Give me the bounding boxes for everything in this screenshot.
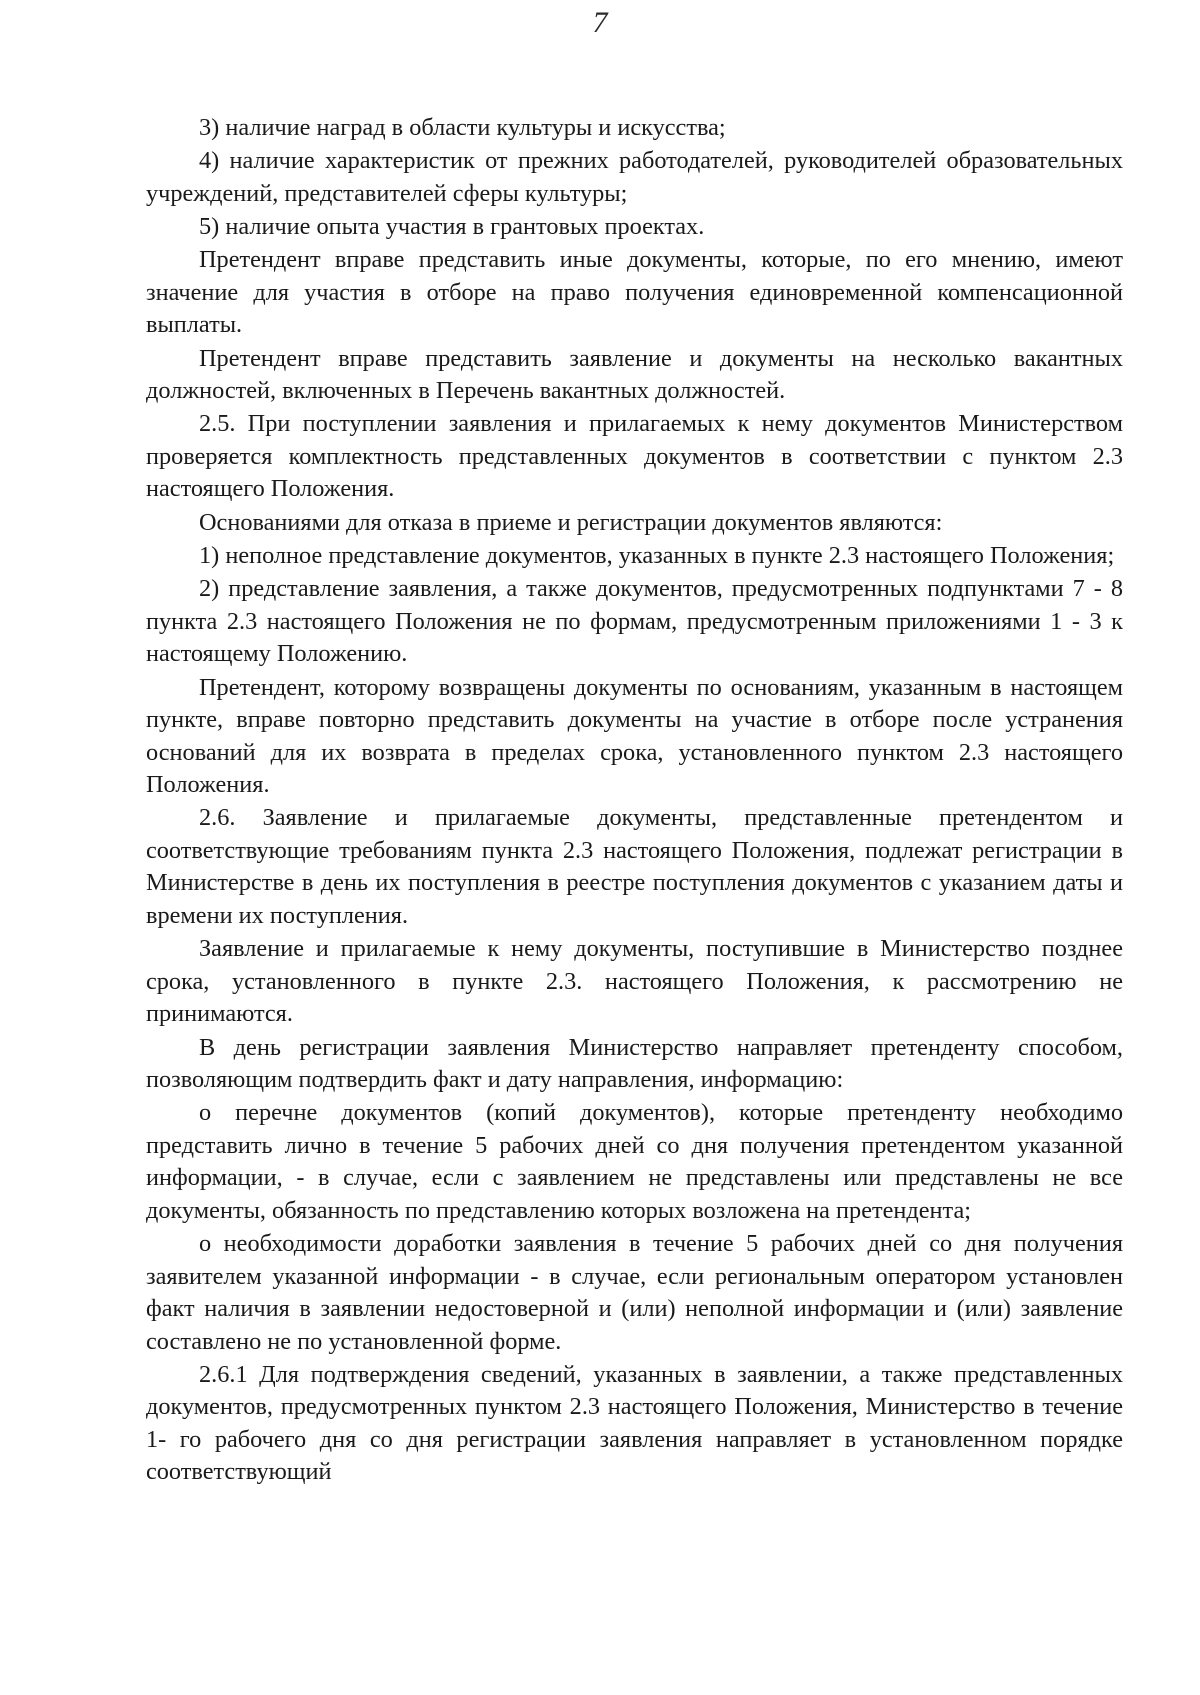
- paragraph-registration-notice: В день регистрации заявления Министерство направляет претенденту способом, позволяющим подтвердить факт и дату направления, информацию:: [146, 1033, 1123, 1094]
- paragraph-wrong-forms: 2) представление заявления, а также документов, предусмотренных подпунктами 7 - 8 пункта 2.3 настоящего Положения не по формам, предусмотренным приложениями 1 - 3 к настоящему Положению.: [146, 575, 1123, 668]
- paragraph-section-2-6: 2.6. Заявление и прилагаемые документы, представленные претендентом и соответствующие требованиям пункта 2.3 настоящего Положения, подлежат регистрации в Министерстве в день их поступления в реестре поступления документов с указанием даты и времени их поступления.: [146, 804, 1123, 929]
- paragraph-document-list-notice: о перечне документов (копий документов), которые претенденту необходимо представить лично в течение 5 рабочих дней со дня получения претендентом указанной информации, - в случае, если с заявлением не представлены или представлены не все документы, обязанность по представлению которых возложена на претендента;: [146, 1099, 1123, 1224]
- paragraph-other-documents: Претендент вправе представить иные документы, которые, по его мнению, имеют значение для участия в отборе на право получения единовременной компенсационной выплаты.: [146, 246, 1123, 339]
- paragraph-section-2-5: 2.5. При поступлении заявления и прилагаемых к нему документов Министерством проверяется комплектность представленных документов в соответствии с пунктом 2.3 настоящего Положения.: [146, 410, 1123, 503]
- paragraph-refusal-grounds: Основаниями для отказа в приеме и регистрации документов являются:: [199, 508, 943, 536]
- paragraph-multiple-vacancies: Претендент вправе представить заявление и документы на несколько вакантных должностей, включенных в Перечень вакантных должностей.: [146, 344, 1123, 405]
- paragraph-resubmission: Претендент, которому возвращены документы по основаниям, указанным в настоящем пункте, вправе повторно представить документы на участие в отборе после устранения оснований для их возврата в пределах срока, установленного пунктом 2.3 настоящего Положения.: [146, 673, 1123, 799]
- paragraph-revision-notice: о необходимости доработки заявления в течение 5 рабочих дней со дня получения заявителем указанной информации - в случае, если региональным оператором установлен факт наличия в заявлении недостоверной и (или) неполной информации и (или) заявление составлено не по установленной форме.: [146, 1230, 1123, 1355]
- paragraph-section-2-6-1: 2.6.1 Для подтверждения сведений, указанных в заявлении, а также представленных документов, предусмотренных пунктом 2.3 настоящего Положения, Министерство в течение 1- го рабочего дня со дня регистрации заявления направляет в установленном порядке соответствующий: [146, 1360, 1123, 1486]
- paragraph-awards: 3) наличие наград в области культуры и искусства;: [199, 114, 726, 141]
- paragraph-incomplete-documents: 1) неполное представление документов, указанных в пункте 2.3 настоящего Положения;: [199, 542, 1115, 570]
- paragraph-late-submission: Заявление и прилагаемые к нему документы, поступившие в Министерство позднее срока, установленного в пункте 2.3. настоящего Положения, к рассмотрению не принимаются.: [146, 935, 1123, 1028]
- document-body: [146, 112, 1123, 1490]
- paragraph-grant-experience: 5) наличие опыта участия в грантовых проектах.: [199, 213, 705, 241]
- page-number: 7: [592, 6, 608, 39]
- paragraph-references: 4) наличие характеристик от прежних работодателей, руководителей образовательных учреждений, представителей сферы культуры;: [146, 147, 1123, 207]
